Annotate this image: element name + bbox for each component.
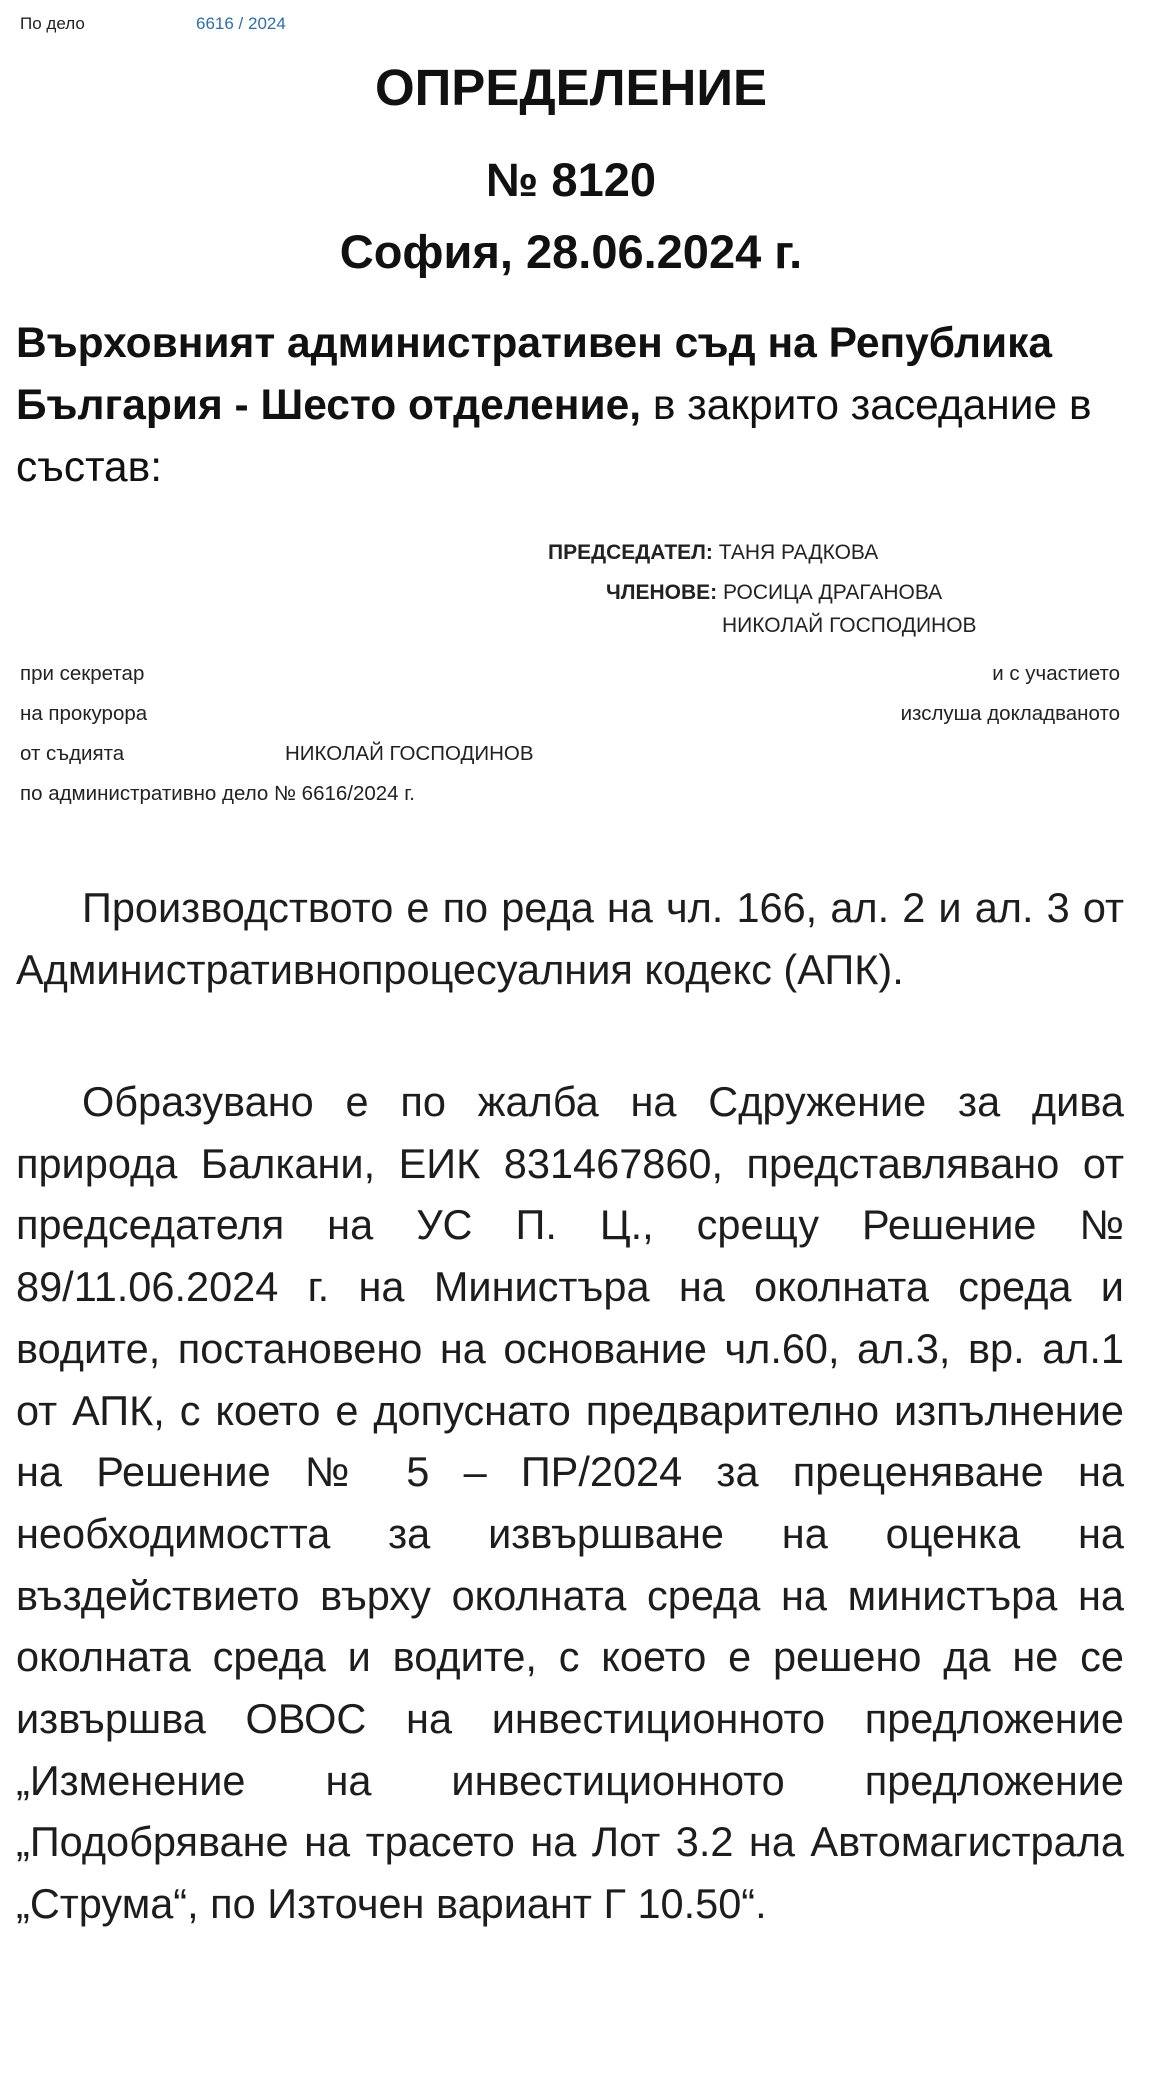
chair-label: ПРЕДСЕДАТЕЛ: bbox=[548, 541, 713, 564]
prosecutor-label: на прокурора bbox=[20, 702, 148, 725]
paragraph-proceedings: Производството е по реда на чл. 166, ал. 2 и ал. 3 от Административнопроцесуалния кодекс (АПК). bbox=[16, 884, 1124, 993]
from-judge-label: от съдията bbox=[20, 742, 125, 765]
court-statement bbox=[16, 313, 1128, 499]
case-line: по административно дело № 6616/2024 г. bbox=[20, 782, 415, 805]
secretary-label: при секретар bbox=[20, 662, 145, 685]
chair-row bbox=[548, 541, 878, 565]
reporting-judge: НИКОЛАЙ ГОСПОДИНОВ bbox=[285, 742, 534, 765]
document-title: ОПРЕДЕЛЕНИЕ bbox=[374, 59, 767, 116]
paragraph-complaint: Образувано е по жалба на Сдружение за дива природа Балкани, ЕИК 831467860, представлявано от председателя на УС П. Ц., срещу Решение № 89/11.06.2024 г. на Министъра на околната среда и водите, постановено на основание чл.60, ал.3, вр. ал.1 от АПК, с което е допуснато предварително изпълнение на Решение № 5 – ПР/2024 за преценяване на необходимостта за извършване на оценка на въздействието върху околната среда на министъра на околната среда и водите, с което е решено да не се извършва ОВОС на инвестиционното предложение „Изменение на инвестиционното предложение „Подобряване на трасето на Лот 3.2 на Автомагистрала „Струма“, по Източен вариант Г 10.50“. bbox=[16, 1078, 1124, 1928]
case-reference bbox=[20, 14, 286, 34]
document-number: № 8120 bbox=[485, 153, 656, 206]
case-label: По дело bbox=[20, 14, 85, 33]
participation-label: и с участието bbox=[992, 662, 1120, 685]
member-name-2: НИКОЛАЙ ГОСПОДИНОВ bbox=[722, 614, 977, 637]
heard-label: изслуша докладваното bbox=[900, 702, 1120, 725]
court-name: Върховният административен съд на Република България - Шесто отделение, bbox=[16, 320, 1053, 429]
case-link[interactable]: 6616 / 2024 bbox=[196, 14, 286, 33]
member-name-1: РОСИЦА ДРАГАНОВА bbox=[723, 581, 943, 604]
members-label: ЧЛЕНОВЕ: bbox=[606, 581, 718, 604]
chair-name: ТАНЯ РАДКОВА bbox=[718, 541, 879, 564]
court-session: в закрито заседание в състав: bbox=[16, 382, 1092, 491]
place-date: София, 28.06.2024 г. bbox=[339, 225, 803, 278]
members-row bbox=[606, 581, 942, 605]
